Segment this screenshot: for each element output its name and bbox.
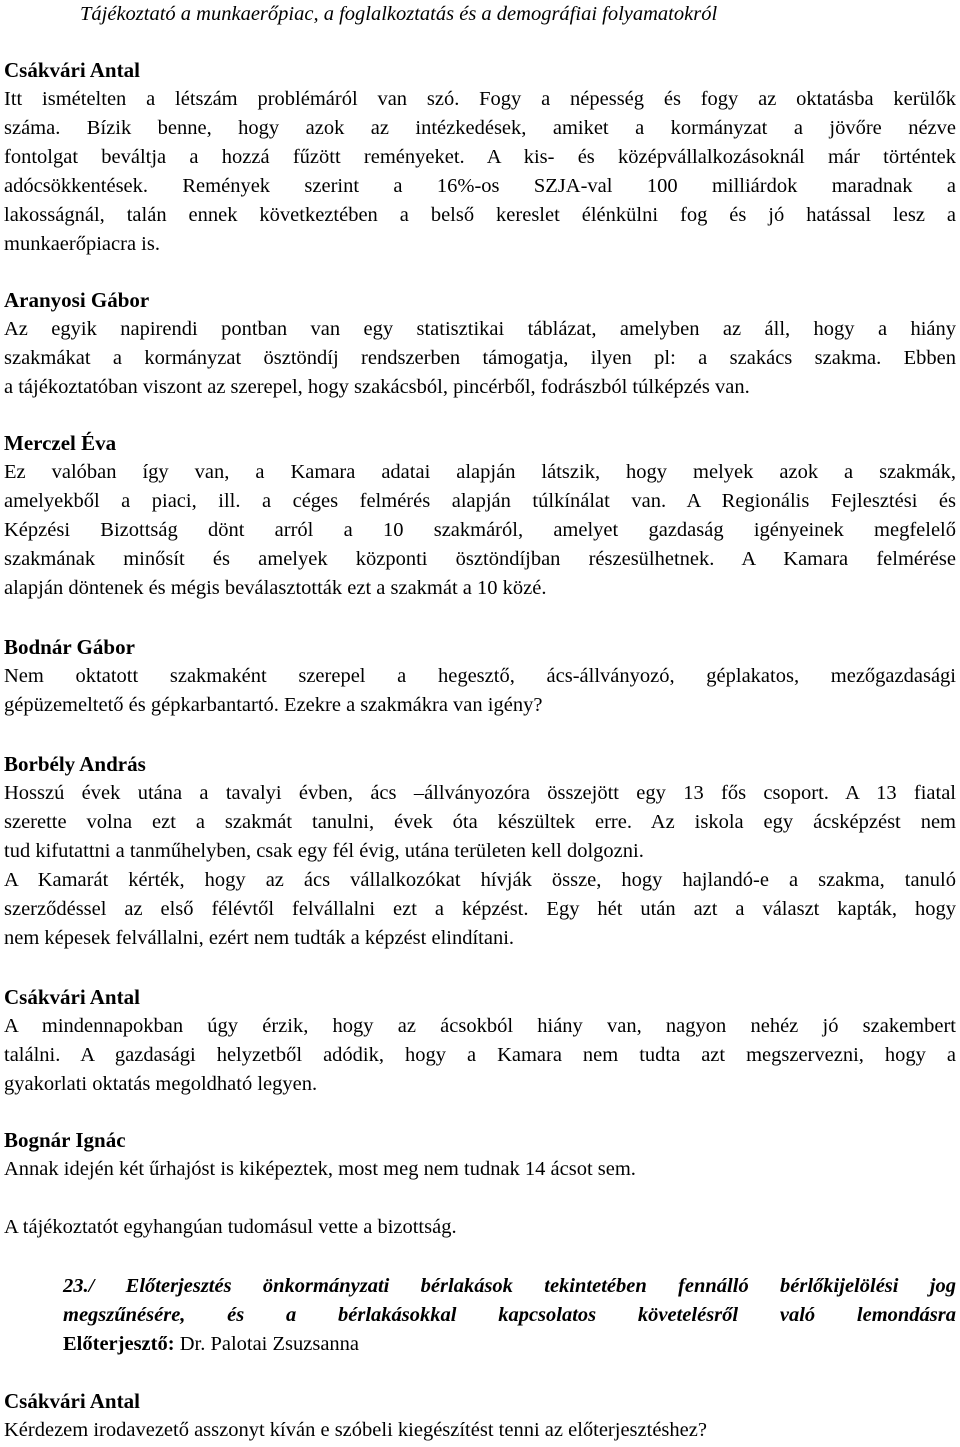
- decision-text: A tájékoztatót egyhangúan tudomásul vette a bizottság.: [4, 1216, 457, 1238]
- speaker-section: [4, 288, 956, 404]
- paragraph-line: munkaerőpiacra is.: [4, 233, 160, 255]
- presenter-name: Dr. Palotai Zsuzsanna: [174, 1333, 360, 1355]
- speaker-name: Csákvári Antal: [4, 58, 140, 82]
- paragraph-line: nem képesek felvállalni, ezért nem tudták a képzést elindítani.: [4, 927, 515, 949]
- speaker-section: [4, 985, 956, 1101]
- paragraph-line: Kérdezem irodavezető asszonyt kíván e szóbeli kiegészítést tenni az előterjesztéshez?: [4, 1419, 707, 1441]
- paragraph-line: Itt ismételten a létszám problémáról van szó. Fogy a népesség és fogy az oktatásba kerülők: [4, 88, 956, 110]
- page-header-title: Tájékoztató a munkaerőpiac, a foglalkoztatás és a demográfiai folyamatokról: [80, 3, 718, 25]
- paragraph-line: gépüzemeltető és gépkarbantartó. Ezekre a szakmákra van igény?: [4, 694, 543, 716]
- paragraph-line: A mindennapokban úgy érzik, hogy az ácsokból hiány van, nagyon nehéz jó szakembert: [4, 1015, 956, 1037]
- paragraph-line: amelyekből a piaci, ill. a céges felmérés alapján túlkínálat van. A Regionális Fejlesztési és: [4, 490, 956, 512]
- paragraph-line: Ez valóban így van, a Kamara adatai alapján látszik, hogy melyek azok a szakmák,: [4, 461, 956, 483]
- committee-decision: [4, 1215, 956, 1244]
- speaker-name: Csákvári Antal: [4, 1389, 140, 1413]
- paragraph-line: szakmának minősít és amelyek központi ösztöndíjban részesülhetnek. A Kamara felmérése: [4, 548, 956, 570]
- agenda-item: [63, 1274, 956, 1356]
- paragraph-line: A Kamarát kérték, hogy az ács vállalkozókat hívják össze, hogy hajlandó-e a szakma, tanuló: [4, 869, 956, 891]
- paragraph-line: szerződéssel az első félévtől felvállalni ezt a képzést. Egy hét után azt a választ kapták, hogy: [4, 898, 956, 920]
- agenda-item-title-line: 23./ Előterjesztés önkormányzati bérlakások tekintetében fennálló bérlőkijelölési jog: [63, 1275, 956, 1297]
- paragraph-line: száma. Bízik benne, hogy azok az intézkedések, amiket a kormányzat a jövőre nézve: [4, 117, 956, 139]
- speaker-section: [4, 58, 956, 261]
- paragraph-line: gyakorlati oktatás megoldható legyen.: [4, 1073, 318, 1095]
- paragraph-line: fontolgat beváltja a hozzá fűzött reményeket. A kis- és középvállalkozásoknál már történtek: [4, 146, 956, 168]
- paragraph-line: Képzési Bizottság dönt arról a 10 szakmáról, amelyet gazdaság igényeinek megfelelő: [4, 519, 956, 541]
- paragraph-line: adócsökkentések. Remények szerint a 16%-os SZJA-val 100 milliárdok maradnak a: [4, 175, 956, 197]
- paragraph-line: Hosszú évek utána a tavalyi évben, ács –állványozóra összejött egy 13 fős csoport. A 13 fiatal: [4, 782, 956, 804]
- speaker-name: Csákvári Antal: [4, 985, 140, 1009]
- speaker-name: Merczel Éva: [4, 431, 117, 455]
- agenda-item-presenter: [63, 1332, 956, 1356]
- speaker-section: [4, 752, 956, 955]
- paragraph-line: Nem oktatott szakmaként szerepel a hegesztő, ács-állványozó, géplakatos, mezőgazdasági: [4, 665, 956, 687]
- speaker-section: [4, 635, 956, 722]
- paragraph-line: találni. A gazdasági helyzetből adódik, hogy a Kamara nem tudta azt megszervezni, hogy a: [4, 1044, 956, 1066]
- speaker-name: Bognár Ignác: [4, 1128, 126, 1152]
- paragraph-line: Annak idején két űrhajóst is kiképeztek, most meg nem tudnak 14 ácsot sem.: [4, 1158, 636, 1180]
- speaker-section: [4, 1128, 956, 1186]
- presenter-label: Előterjesztő:: [63, 1333, 175, 1355]
- paragraph-line: alapján döntenek és mégis beválasztották ezt a szakmát a 10 közé.: [4, 577, 547, 599]
- paragraph-line: szakmákat a kormányzat ösztöndíj rendszerben támogatja, ilyen pl: a szakács szakma. Ebben: [4, 347, 956, 369]
- speaker-name: Bodnár Gábor: [4, 635, 135, 659]
- speaker-section: [4, 431, 956, 605]
- agenda-item-title-line: megszűnésére, és a bérlakásokkal kapcsolatos követelésről való lemondásra: [63, 1304, 956, 1326]
- paragraph-line: a tájékoztatóban viszont az szerepel, hogy szakácsból, pincérből, fodrászból túlképzés van.: [4, 376, 750, 398]
- paragraph-line: tud kifutattni a tanműhelyben, csak egy fél évig, utána területen kell dolgozni.: [4, 840, 644, 862]
- paragraph-line: szerette volna ezt a szakmát tanulni, évek óta készültek erre. Az iskola egy ácsképzést nem: [4, 811, 956, 833]
- paragraph-line: lakosságnál, talán ennek következtében a belső kereslet élénkülni fog és jó hatással lesz a: [4, 204, 956, 226]
- speaker-name: Aranyosi Gábor: [4, 288, 150, 312]
- speaker-name: Borbély András: [4, 752, 146, 776]
- speaker-section: [4, 1389, 956, 1447]
- paragraph-line: Az egyik napirendi pontban van egy statisztikai táblázat, amelyben az áll, hogy a hiány: [4, 318, 956, 340]
